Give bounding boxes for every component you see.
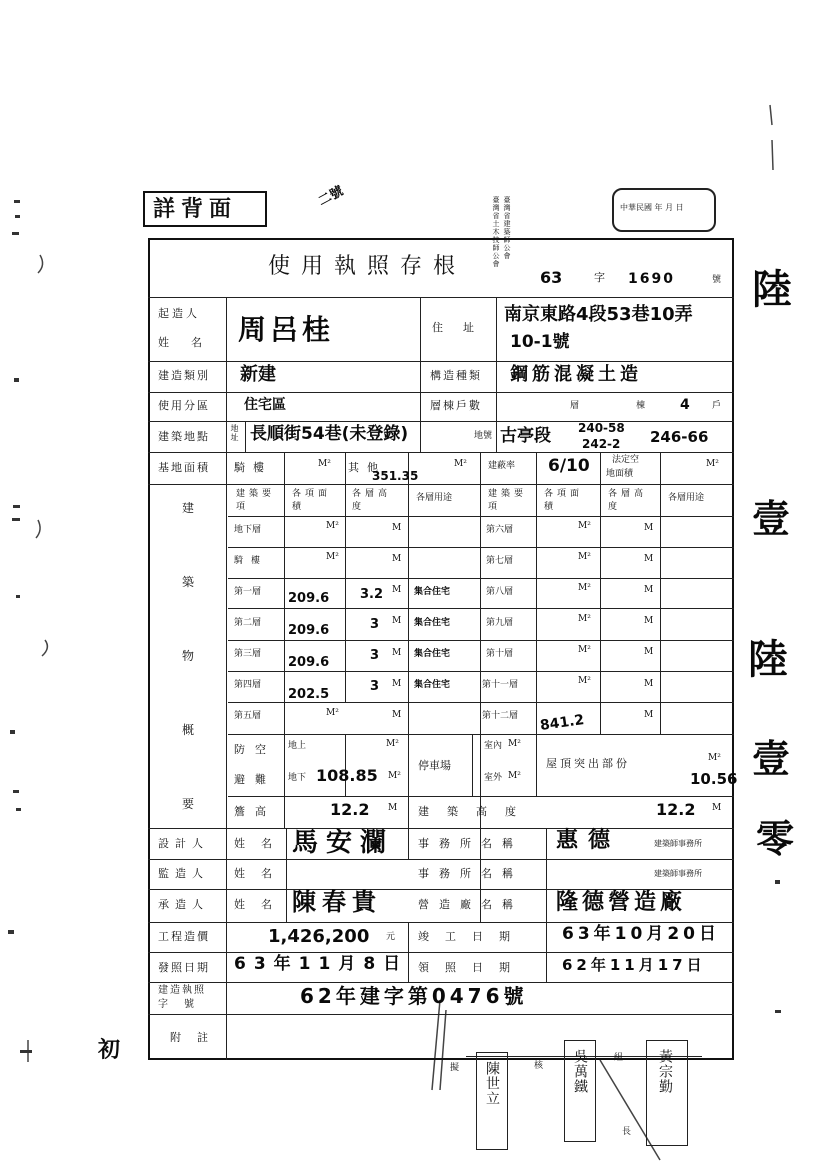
outdoor-unit: M² — [508, 771, 521, 781]
site-label: 建築地點 — [158, 430, 210, 443]
designer-name: 馬安瀾 — [292, 828, 395, 858]
designer-office-suffix: 建築師事務所 — [654, 839, 702, 848]
permit-number: 1690 — [628, 271, 675, 287]
floors-label: 層棟戶數 — [430, 399, 482, 412]
completion-label: 竣工日期 — [418, 930, 526, 943]
buildings-unit: 棟 — [636, 401, 646, 411]
shelter-label-a: 防空 — [234, 743, 276, 756]
units-value: 4 — [680, 397, 690, 413]
receive-label: 領照日期 — [418, 961, 526, 974]
floors-unit: 層 — [570, 401, 580, 411]
owner-address-1: 南京東路4段53巷10弄 — [504, 304, 693, 325]
permit-number-suffix: 號 — [712, 275, 722, 285]
permit-value: 62年建字第0476號 — [300, 984, 528, 1008]
below-ground-value: 108.85 — [316, 766, 378, 785]
header-item-right: 建築要項 — [488, 489, 528, 512]
designer-office: 惠德 — [556, 828, 621, 853]
draft-mark: 初 — [98, 1038, 121, 1063]
area-label: 基地面積 — [158, 461, 210, 474]
lot-section: 古亭段 — [500, 426, 551, 446]
issue-value: 63年11月8日 — [234, 954, 409, 974]
owner-name: 周呂桂 — [238, 313, 335, 346]
contractor-name-label: 姓名 — [234, 898, 288, 911]
units-unit: 戶 — [712, 401, 722, 411]
completion-value: 63年10月20日 — [562, 924, 720, 944]
permit-year: 63 — [540, 268, 563, 287]
other-area-label: 其他 — [348, 461, 386, 474]
cost-unit: 元 — [386, 932, 396, 942]
above-ground-unit: M² — [386, 739, 399, 749]
site-address: 長順街54巷(未登錄) — [250, 424, 409, 444]
permit-label-1: 建造執照 — [158, 985, 206, 996]
roof-unit: M² — [708, 753, 721, 763]
building-height-unit: M — [712, 803, 722, 813]
indoor-label: 室內 — [484, 741, 503, 751]
parking-label: 停車場 — [418, 759, 451, 772]
structure-label: 構造種類 — [430, 369, 482, 382]
cost-value: 1,426,200 — [268, 926, 370, 947]
designer-office-label: 事務所名稱 — [418, 837, 523, 850]
legal-space-unit: M² — [706, 459, 719, 469]
below-ground-label: 地下 — [288, 773, 307, 783]
shelter-label-b: 避難 — [234, 773, 276, 786]
eaves-unit: M — [388, 803, 398, 813]
remarks-label: 附註 — [170, 1031, 224, 1044]
owner-address-2: 10-1號 — [510, 332, 570, 352]
legal-space-label-1: 法定空 — [612, 455, 640, 465]
receive-value: 62年11月17日 — [562, 956, 706, 974]
coverage-value: 6/10 — [548, 456, 590, 476]
lot-number-3: 246-66 — [650, 428, 709, 446]
contractor-factory-label: 營造廠名稱 — [418, 898, 523, 911]
supervisor-name-label: 姓名 — [234, 867, 288, 880]
site-address-label: 地址 — [230, 424, 239, 442]
legal-space-label-2: 地面積 — [606, 469, 634, 479]
designer-name-label: 姓名 — [234, 837, 288, 850]
contractor-factory: 隆德營造廠 — [556, 890, 687, 915]
header-scribble: 二號 — [316, 183, 347, 210]
header-area-left: 各項面積 — [292, 489, 332, 512]
issue-label: 發照日期 — [158, 961, 210, 974]
zoning-value: 住宅區 — [244, 397, 286, 413]
coverage-label: 建蔽率 — [488, 461, 516, 471]
header-item-left: 建築要項 — [236, 489, 276, 512]
lot-number-1: 240-58 — [578, 421, 625, 435]
signoff-label-group: 組 — [614, 1053, 624, 1063]
permit-word: 字 — [594, 271, 605, 284]
supervisor-label: 監造人 — [158, 867, 209, 880]
building-height-value: 12.2 — [656, 800, 696, 819]
header-side-stamp: 中華民國 年 月 日 — [612, 188, 716, 232]
building-height-label: 建築高度 — [418, 805, 534, 818]
contractor-label: 承造人 — [158, 898, 209, 911]
contractor-name: 陳春貴 — [292, 888, 382, 916]
arcade-unit: M² — [318, 459, 331, 469]
above-ground-label: 地上 — [288, 741, 307, 751]
zoning-label: 使用分區 — [158, 399, 210, 412]
eaves-label: 簷高 — [234, 805, 276, 818]
other-area-value: 351.35 — [372, 469, 419, 483]
signoff-label-draft: 擬 — [450, 1063, 460, 1073]
eaves-value: 12.2 — [330, 800, 370, 819]
header-height-right: 各層高度 — [608, 489, 648, 512]
side-note-1: 臺灣省土木技師公會 — [492, 196, 500, 268]
side-note-2: 臺灣省建築師公會 — [503, 196, 511, 260]
arcade-label: 騎樓 — [234, 461, 272, 474]
lot-label: 地號 — [474, 431, 493, 441]
category-label: 建造類別 — [158, 369, 210, 382]
badge-text: 詳背面 — [153, 196, 238, 222]
designer-label: 設計人 — [158, 837, 209, 850]
detail-back-badge — [143, 191, 267, 227]
owner-name-label: 姓名 — [158, 336, 224, 349]
header-area-right: 各項面積 — [544, 489, 584, 512]
cost-label: 工程造價 — [158, 930, 210, 943]
total-floor-area: 841.2 — [539, 711, 586, 735]
signoff-label-check: 核 — [534, 1061, 544, 1071]
header-use-left: 各層用途 — [416, 493, 453, 503]
indoor-unit: M² — [508, 739, 521, 749]
owner-label: 起造人 — [158, 307, 200, 320]
seal-drafter: 陳世立 — [476, 1052, 508, 1150]
below-ground-unit: M² — [388, 771, 401, 781]
category-value: 新建 — [240, 364, 276, 385]
signoff-label-head: 長 — [622, 1127, 632, 1137]
other-area-unit: M² — [454, 459, 467, 469]
lot-number-2: 242-2 — [582, 437, 621, 451]
header-use-right: 各層用途 — [668, 493, 705, 503]
permit-label-2: 字號 — [158, 999, 210, 1010]
seal-checker: 吳萬鐵 — [564, 1040, 596, 1142]
roof-label: 屋頂突出部份 — [546, 757, 630, 770]
form-title: 使用執照存根 — [268, 254, 467, 279]
header-height-left: 各層高度 — [352, 489, 392, 512]
seal-head: 黃宗勤 — [646, 1040, 688, 1146]
roof-value: 10.56 — [690, 770, 738, 788]
address-label: 住址 — [432, 321, 494, 334]
supervisor-office-label: 事務所名稱 — [418, 867, 523, 880]
outdoor-label: 室外 — [484, 773, 503, 783]
supervisor-office-suffix: 建築師事務所 — [654, 869, 702, 878]
structure-value: 鋼筋混凝土造 — [510, 364, 642, 385]
